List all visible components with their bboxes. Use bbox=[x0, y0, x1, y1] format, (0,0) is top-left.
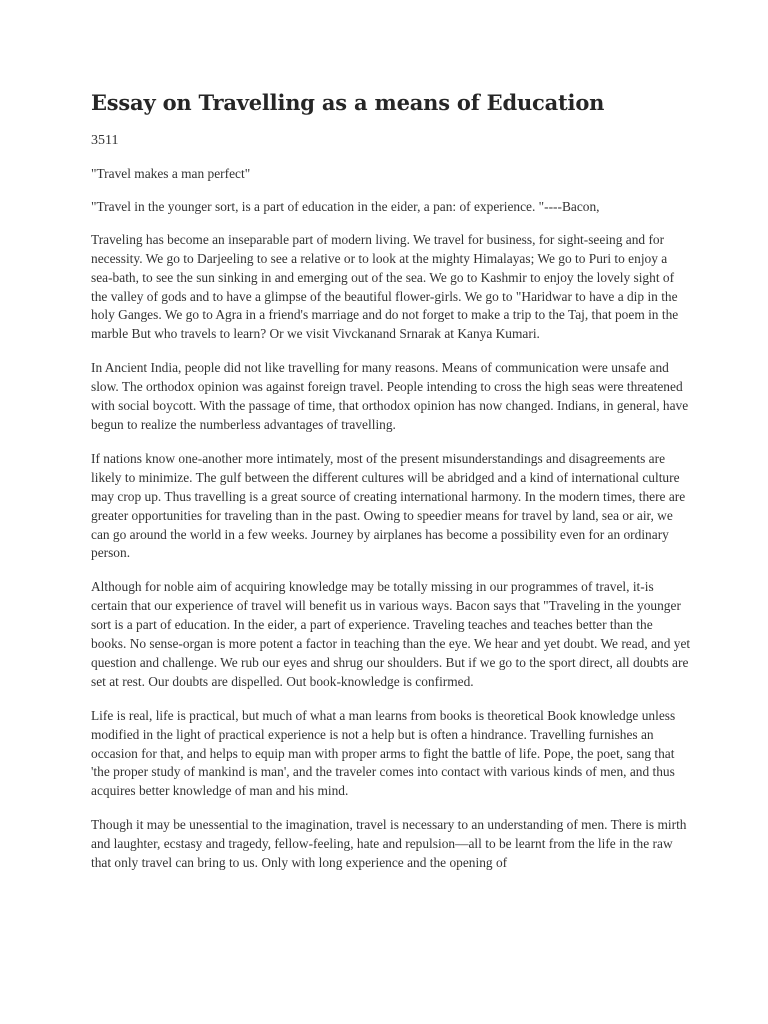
paragraph-1: Traveling has become an inseparable part of modern living. We travel for business, for sight-seeing and for necessity. We go to Darjeeling to see a relative or to look at the mighty Himalayas; We go to Puri to enjoy a sea-bath, to see the sun sinking in and emerging out of the sea. We go to Kashmir to enjoy the lovely sight of the valley of gods and to have a glimpse of the beautiful flower-girls. We go to "Haridwar to have a dip in the holy Ganges. We go to Agra in a friend's marriage and do not forget to make a trip to the Taj, that poem in the marble But who travels to learn? Or we visit Vivckanand Srnarak at Kanya Kumari. bbox=[91, 231, 679, 342]
bacon-quote: "Travel in the younger sort, is a part of education in the eider, a pan: of experience. "----Bacon, bbox=[91, 198, 600, 214]
paragraph-6: Though it may be unessential to the imagination, travel is necessary to an understanding of men. There is mirth and laughter, ecstasy and tragedy, fellow-feeling, hate and repulsion—all to be learnt from the life in the raw that only travel can bring to us. Only with long experience and the opening of bbox=[91, 817, 687, 871]
paragraph-2: In Ancient India, people did not like travelling for many reasons. Means of communication were unsafe and slow. The orthodox opinion was against foreign travel. People intending to cross the high seas were threatened with social boycott. With the passage of time, that orthodox opinion has now changed. Indians, in general, have begun to realize the numberless advantages of travelling. bbox=[91, 360, 689, 432]
paragraph-3: If nations know one-another more intimately, most of the present misunderstandings and disagreements are likely to minimize. The gulf between the different cultures will be abridged and a kind of international culture may crop up. Thus travelling is a great source of creating international harmony. In the modern times, there are greater opportunities for traveling than in the past. Owing to speedier means for travel by land, sea or air, we can go around the world in a few weeks. Journey by airplanes has become a possibility even for an ordinary person. bbox=[91, 450, 686, 561]
paragraph-5: Life is real, life is practical, but much of what a man learns from books is theoretical Book knowledge unless modified in the light of practical experience is not a help but is often a hindrance. Travelling furnishes an occasion for that, and helps to equip man with proper arms to fight the battle of life. Pope, the poet, sang that 'the proper study of mankind is man', and the traveler comes into contact with various kinds of men, and thus acquires better knowledge of man and his mind. bbox=[91, 707, 676, 799]
document-id-number: 3511 bbox=[91, 133, 119, 148]
paragraph-4: Although for noble aim of acquiring knowledge may be totally missing in our programmes of travel, it-is certain that our experience of travel will benefit us in various ways. Bacon says that "Traveling in the younger sort is a part of education. In the eider, a part of experience. Traveling teaches and teaches better than the books. No sense-organ is more potent a factor in teaching than the eye. We hear and yet doubt. We read, and yet question and challenge. We rub our eyes and shrug our shoulders. But if we go to the sport direct, all doubts are set at rest. Our doubts are dispelled. Out book-knowledge is confirmed. bbox=[91, 579, 691, 689]
page-title: Essay on Travelling as a means of Education bbox=[91, 90, 605, 115]
opening-quote: "Travel makes a man perfect" bbox=[91, 166, 251, 181]
document-page bbox=[91, 88, 691, 888]
